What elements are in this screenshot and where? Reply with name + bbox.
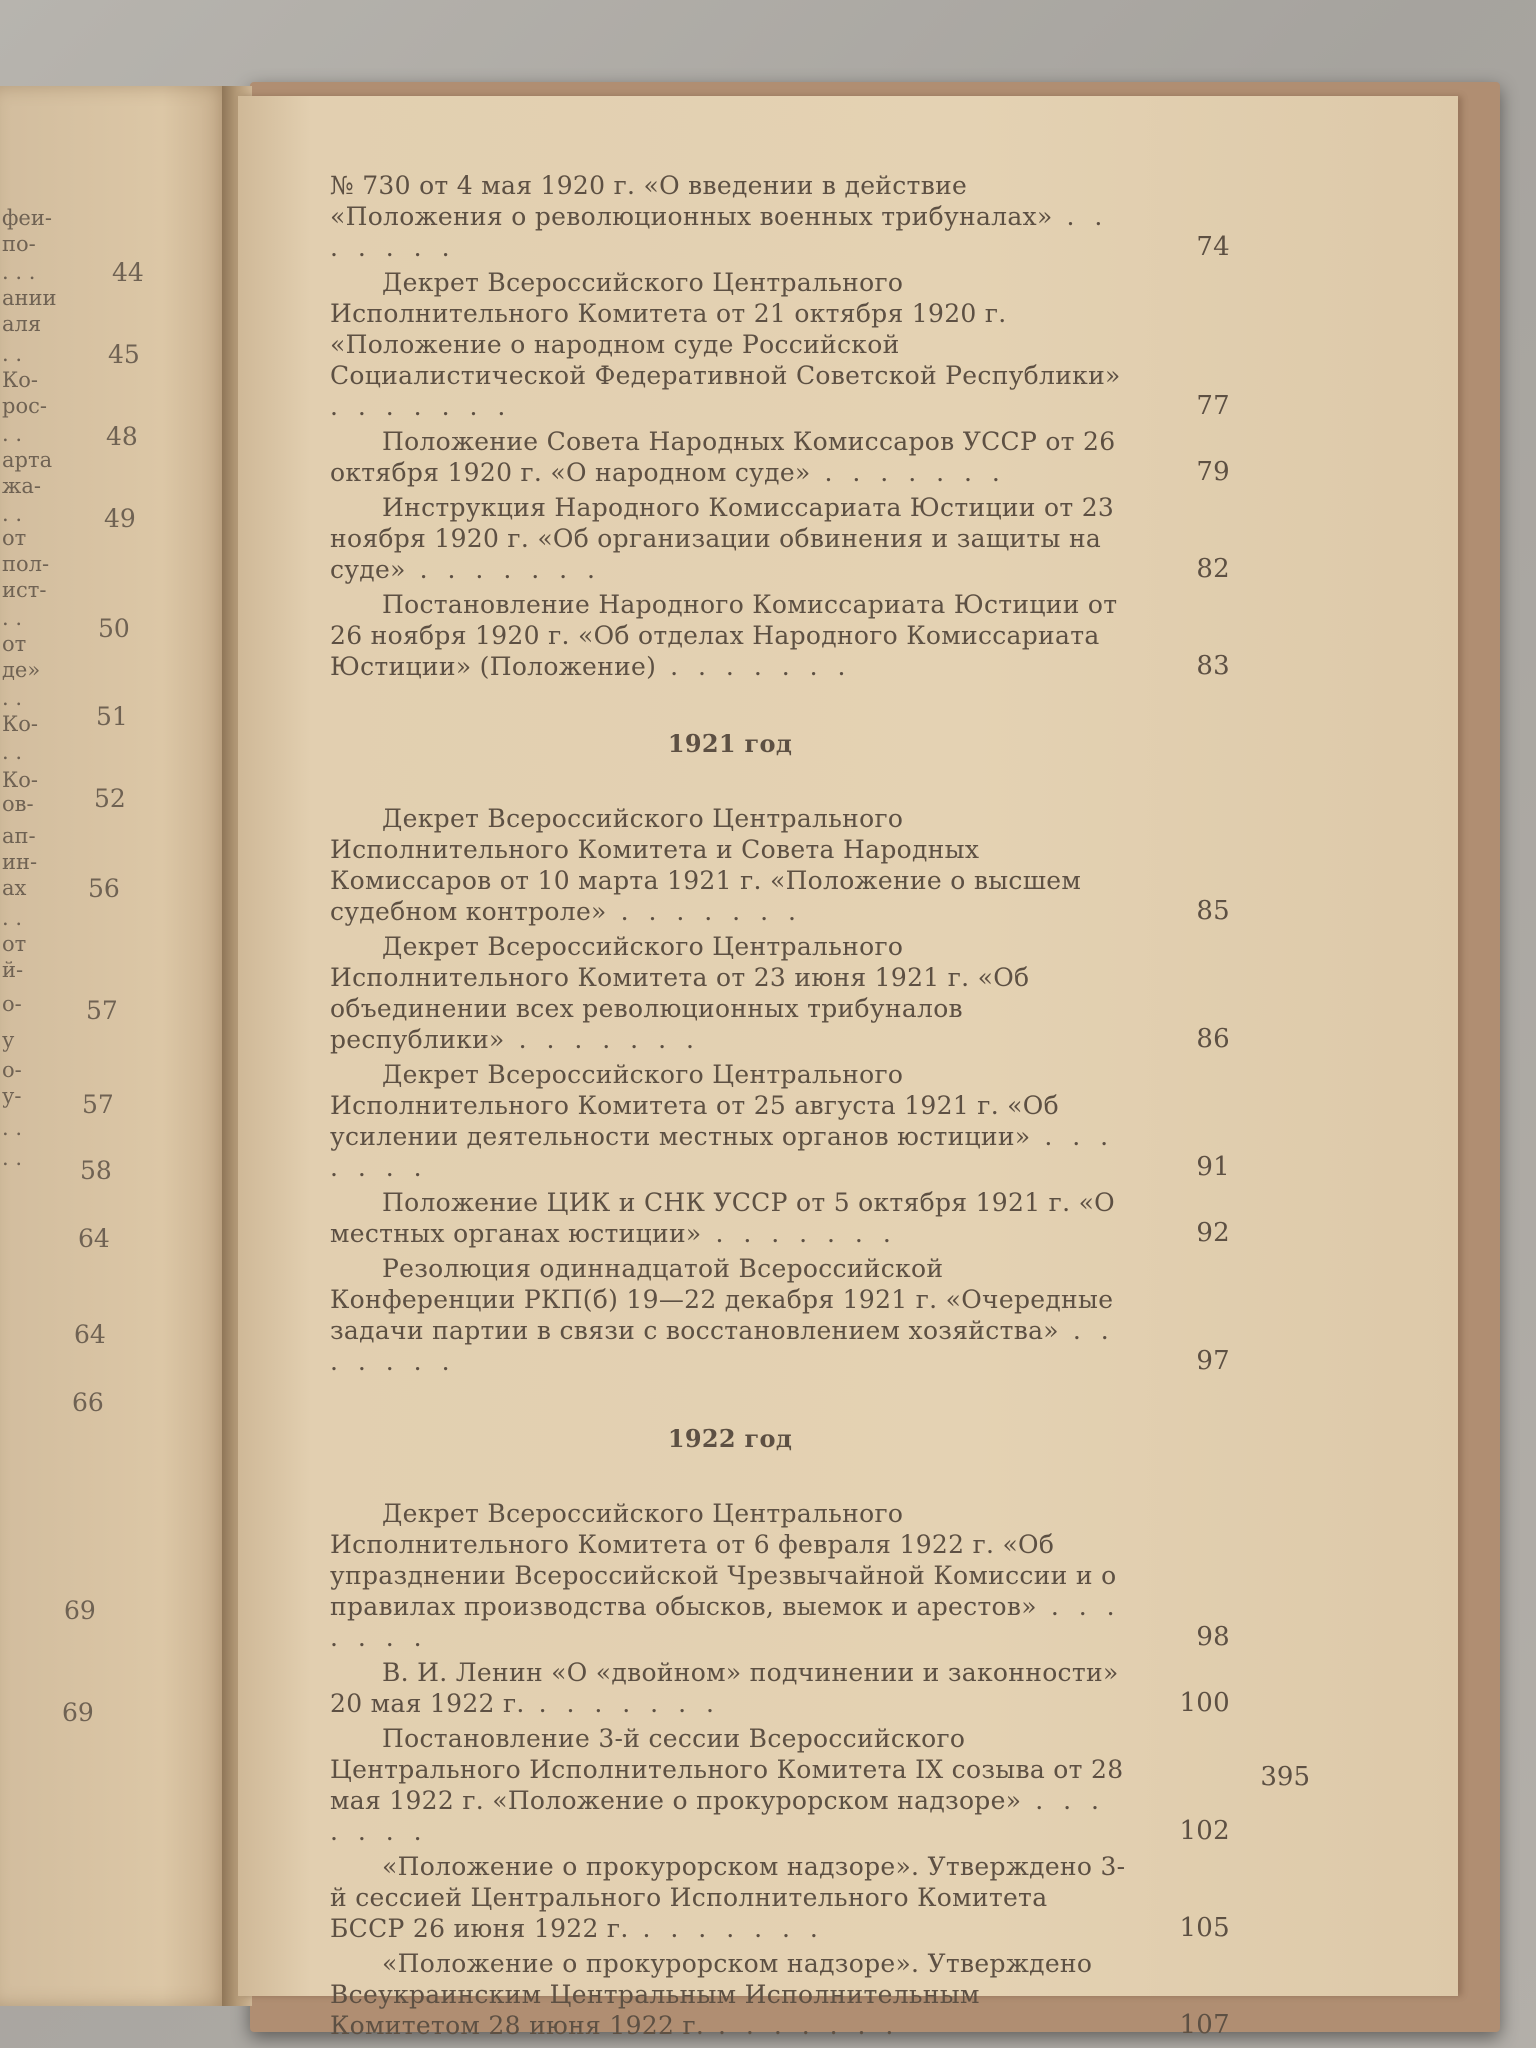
left-page-fragment: . . — [2, 686, 23, 710]
left-page-fragment: . . . — [2, 260, 36, 284]
left-page-fragment: ап- — [2, 824, 36, 848]
toc-entry-page: 91 — [1196, 1152, 1230, 1182]
toc-entry — [330, 1059, 1230, 1183]
toc-entry-page: 85 — [1196, 896, 1230, 926]
left-page-fragment: арта — [2, 448, 53, 472]
left-page-fragment: по- — [2, 232, 36, 256]
toc-entry — [330, 1657, 1230, 1719]
left-page-fragment: о- — [2, 992, 22, 1016]
toc-entry-title: В. И. Ленин «О «двойном» подчинении и законности» 20 мая 1922 г. . . . . . . . — [330, 1658, 1119, 1718]
left-page-number: 57 — [86, 996, 118, 1025]
toc-entry-title: Декрет Всероссийского Центрального Исполнительного Комитета от 21 октября 1920 г. «Положение о народном суде Российской Социалистической Федеративной Советской Республики» . . . . . . . — [330, 268, 1121, 421]
left-page-fragment: . . — [2, 606, 23, 630]
toc-entry-page: 98 — [1196, 1622, 1230, 1652]
toc-entry — [330, 1851, 1230, 1944]
left-page-number: 49 — [104, 504, 136, 533]
left-page-number: 44 — [112, 258, 144, 287]
table-of-contents — [330, 170, 1230, 2045]
toc-entry-title: № 730 от 4 мая 1920 г. «О введении в действие «Положения о революционных военных трибуналах» . . . . . . . — [330, 171, 1109, 262]
left-page-fragment: ах — [2, 876, 27, 900]
toc-entry — [330, 589, 1230, 682]
dot-leader: . . . . . . . — [656, 652, 852, 681]
year-heading: 1921 год — [667, 729, 793, 758]
toc-entry-page: 82 — [1196, 554, 1230, 584]
left-page-fragment: пол- — [2, 552, 50, 576]
toc-entry-title: Постановление 3-й сессии Всероссийского Центрального Исполнительного Комитета IX созыва от 28 мая 1922 г. «Положение о прокурорском надзоре» . . . . . . . — [330, 1724, 1124, 1846]
toc-entry-page: 74 — [1196, 232, 1230, 262]
dot-leader: . . . . . . . — [330, 1592, 1121, 1652]
left-page-fragment: . . — [2, 502, 23, 526]
toc-entry-page: 79 — [1196, 457, 1230, 487]
dot-leader: . . . . . . . — [330, 1786, 1105, 1846]
left-page-fragment: Ко- — [2, 712, 38, 736]
left-page-fragment: . . — [2, 422, 23, 446]
left-page-number: 52 — [94, 784, 126, 813]
left-page-number: 51 — [96, 702, 128, 731]
left-page-fragment: ов- — [2, 792, 34, 816]
toc-entry — [330, 1723, 1230, 1847]
dot-leader: . . . . . . . — [628, 1914, 824, 1943]
dot-leader: . . . . . . . — [606, 897, 802, 926]
toc-entry — [330, 1948, 1230, 2041]
toc-entry-title: Декрет Всероссийского Центрального Исполнительного Комитета и Совета Народных Комиссаров от 10 марта 1921 г. «Положение о высшем судебном контроле» . . . . . . . — [330, 804, 1082, 926]
left-page-fragment: аля — [2, 312, 42, 336]
left-page-fragment: феи- — [2, 206, 52, 230]
left-page-fragment: ин- — [2, 850, 38, 874]
dot-leader: . . . . . . . — [704, 2011, 900, 2040]
dot-leader: . . . . . . . — [330, 1316, 1115, 1376]
left-page-fragment: у- — [2, 1084, 22, 1108]
left-page-number: 45 — [108, 340, 140, 369]
left-page — [0, 86, 232, 2006]
dot-leader: . . . . . . . — [330, 202, 1109, 262]
toc-entry-page: 86 — [1196, 1024, 1230, 1054]
left-page-number: 64 — [78, 1224, 110, 1253]
toc-entry — [330, 1187, 1230, 1249]
left-page-fragment: й- — [2, 958, 24, 982]
left-page-fragment: . . — [2, 1116, 23, 1140]
left-page-number: 64 — [74, 1320, 106, 1349]
dot-leader: . . . . . . . — [524, 1689, 720, 1718]
left-page-fragment: жа- — [2, 474, 41, 498]
dot-leader: . . . . . . . — [330, 1122, 1115, 1182]
left-page-number: 50 — [98, 614, 130, 643]
page-number: 395 — [1260, 1762, 1310, 1792]
toc-entry-title: Положение Совета Народных Комиссаров УССР от 26 октября 1920 г. «О народном суде» . . . . . . . — [330, 427, 1116, 487]
left-page-fragment: де» — [2, 658, 41, 682]
toc-entry — [330, 1253, 1230, 1377]
left-page-fragment: от — [2, 526, 27, 550]
left-page-fragment: у — [2, 1028, 15, 1052]
left-page-number: 56 — [88, 874, 120, 903]
left-page-number: 69 — [64, 1596, 96, 1625]
left-page-number: 58 — [80, 1156, 112, 1185]
left-page-fragment: о- — [2, 1058, 22, 1082]
toc-entry — [330, 267, 1230, 422]
toc-entry-page: 92 — [1196, 1218, 1230, 1248]
toc-entry — [330, 931, 1230, 1055]
left-page-number: 66 — [72, 1388, 104, 1417]
dot-leader: . . . . . . . — [810, 458, 1006, 487]
toc-entry-title: Постановление Народного Комиссариата Юстиции от 26 ноября 1920 г. «Об отделах Народного Комиссариата Юстиции» (Положение) . . . . . . . — [330, 590, 1118, 681]
toc-entry — [330, 426, 1230, 488]
toc-entry-title: «Положение о прокурорском надзоре». Утверждено 3-й сессией Центрального Исполнительного Комитета БССР 26 июня 1922 г. . . . . . . . — [330, 1852, 1126, 1943]
left-page-number: 69 — [62, 1698, 94, 1727]
toc-entry — [330, 1498, 1230, 1653]
dot-leader: . . . . . . . — [330, 392, 512, 421]
toc-entry-page: 83 — [1196, 651, 1230, 681]
toc-entry-page: 102 — [1179, 1816, 1230, 1846]
left-page-fragment: . . — [2, 1146, 23, 1170]
toc-entry-title: Резолюция одиннадцатой Всероссийской Конференции РКП(б) 19—22 декабря 1921 г. «Очередные задачи партии в связи с восстановлением хозяйства» . . . . . . . — [330, 1254, 1115, 1376]
dot-leader: . . . . . . . — [405, 555, 601, 584]
dot-leader: . . . . . . . — [504, 1025, 700, 1054]
left-page-number: 48 — [106, 422, 138, 451]
left-page-fragment: от — [2, 932, 27, 956]
toc-entry-title: Декрет Всероссийского Центрального Исполнительного Комитета от 6 февраля 1922 г. «Об упразднении Всероссийской Чрезвычайной Комиссии и о правилах производства обысков, выемок и арестов» . . . . . . . — [330, 1499, 1121, 1652]
left-page-fragment: ист- — [2, 578, 47, 602]
left-page-fragment: ании — [2, 286, 57, 310]
toc-entry — [330, 170, 1230, 263]
toc-entry-page: 77 — [1196, 391, 1230, 421]
toc-entry-page: 107 — [1179, 2010, 1230, 2040]
toc-entry-page: 97 — [1196, 1346, 1230, 1376]
left-page-fragment: от — [2, 632, 27, 656]
toc-entry-title: Инструкция Народного Комиссариата Юстиции от 23 ноября 1920 г. «Об организации обвинения и защиты на суде» . . . . . . . — [330, 493, 1115, 584]
left-page-fragment: рос- — [2, 394, 47, 418]
toc-entry-title: Декрет Всероссийского Центрального Исполнительного Комитета от 23 июня 1921 г. «Об объединении всех революционных трибуналов республики» . . . . . . . — [330, 932, 1030, 1054]
left-page-fragment: Ко- — [2, 368, 38, 392]
toc-entry — [330, 803, 1230, 927]
left-page-fragment: . . — [2, 906, 23, 930]
left-page-fragment: . . — [2, 740, 23, 764]
toc-entry — [330, 492, 1230, 585]
left-page-number: 57 — [82, 1090, 114, 1119]
toc-entry-page: 105 — [1179, 1913, 1230, 1943]
left-page-fragment: . . — [2, 342, 23, 366]
dot-leader: . . . . . . . — [701, 1219, 897, 1248]
toc-entry-title: «Положение о прокурорском надзоре». Утверждено Всеукраинским Центральным Исполнительным Комитетом 28 июня 1922 г. . . . . . . . — [330, 1949, 1093, 2040]
toc-entry-title: Положение ЦИК и СНК УССР от 5 октября 1921 г. «О местных органах юстиции» . . . . . . . — [330, 1188, 1115, 1248]
year-heading: 1922 год — [667, 1424, 793, 1453]
left-page-fragment: Ко- — [2, 768, 38, 792]
toc-entry-title: Декрет Всероссийского Центрального Исполнительного Комитета от 25 августа 1921 г. «Об усилении деятельности местных органов юстиции» . . . . . . . — [330, 1060, 1115, 1182]
toc-entry-page: 100 — [1179, 1688, 1230, 1718]
